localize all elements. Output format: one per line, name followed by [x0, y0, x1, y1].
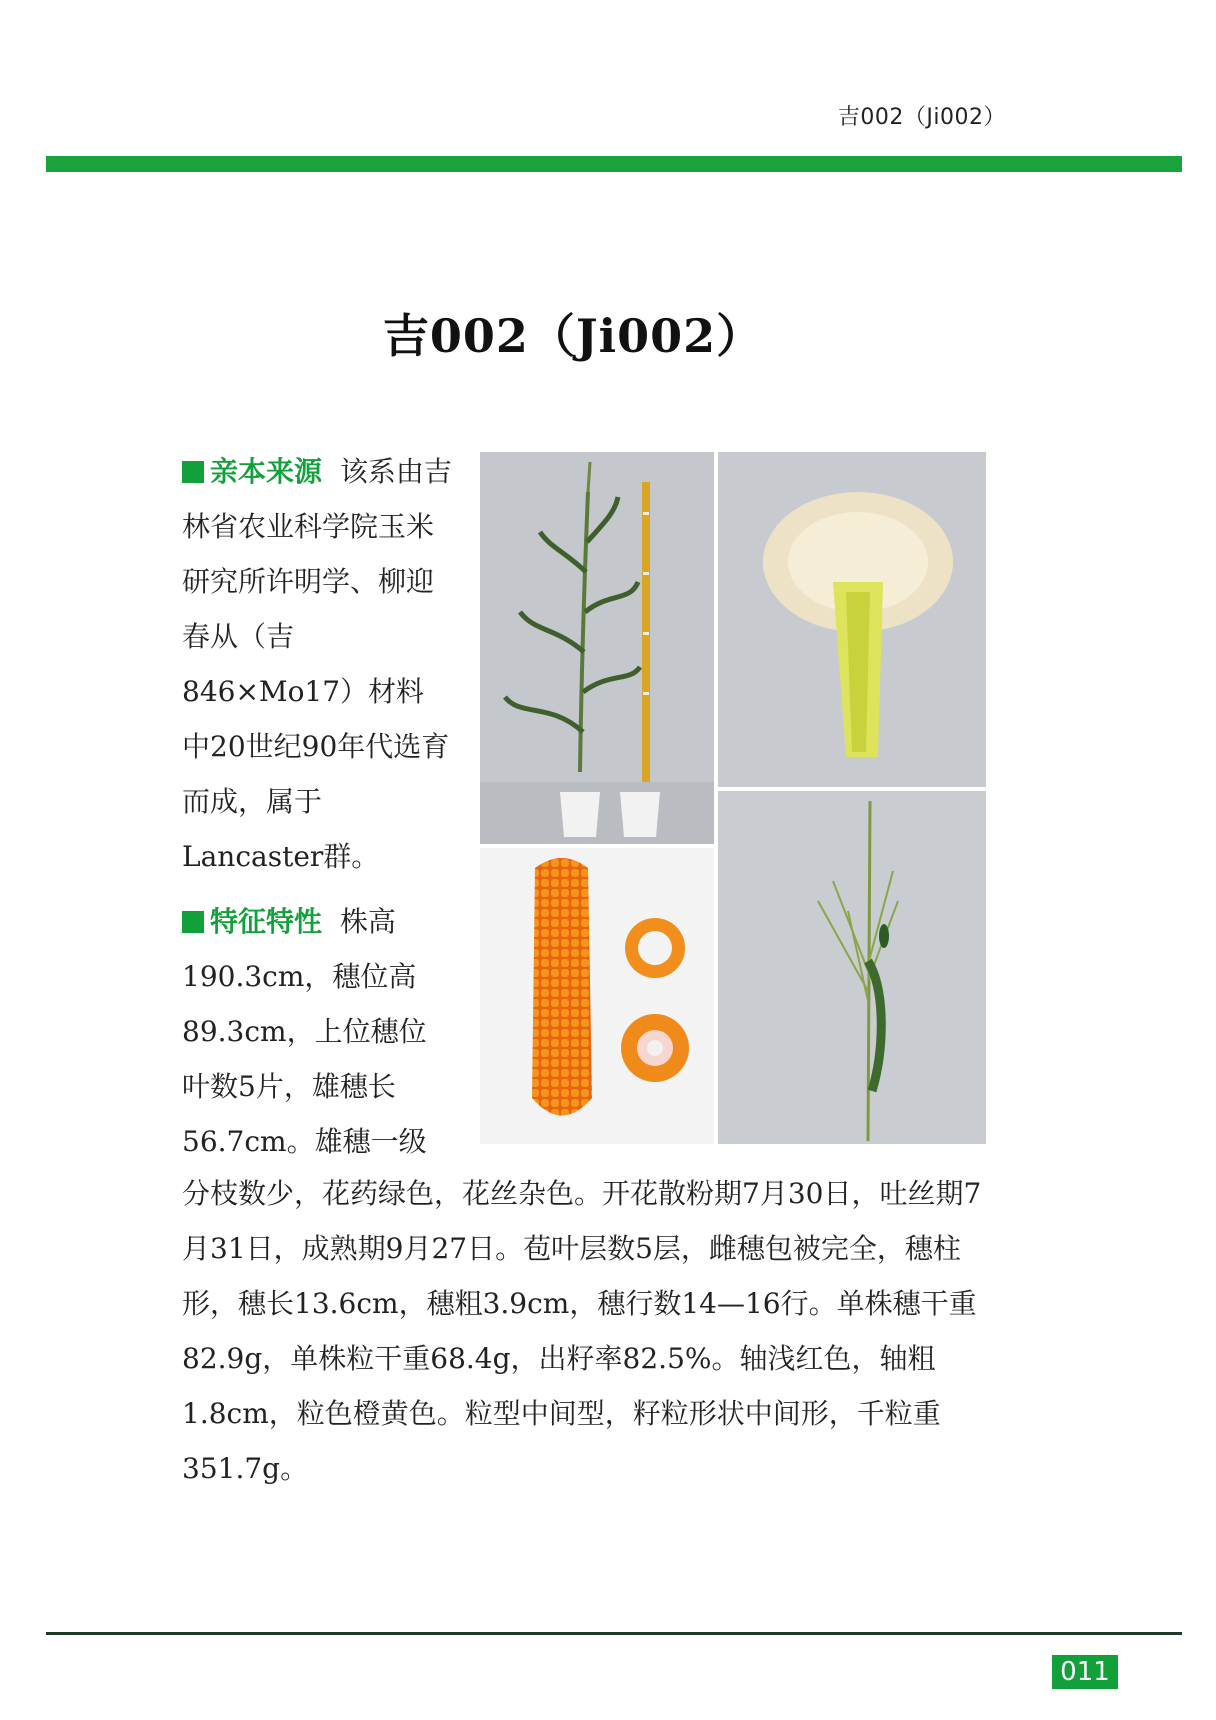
silk-photo	[718, 452, 986, 787]
page-title: 吉002（Ji002）	[382, 309, 764, 363]
ear-illustration	[480, 848, 714, 1144]
ear-and-kernel-photo	[480, 848, 714, 1144]
plant-photo	[480, 452, 714, 844]
section-heading-traits: 特征特性	[210, 905, 323, 938]
top-rule	[46, 156, 1182, 172]
bottom-rule	[46, 1632, 1182, 1635]
section-heading-source: 亲本来源	[210, 455, 323, 488]
photo-grid	[480, 452, 986, 1144]
parent-source-paragraph	[182, 444, 452, 884]
section-text-source: 该系由吉林省农业科学院玉米研究所许明学、柳迎春从（吉846×Mo17）材料中20世纪90年代选育而成，属于Lancaster群。	[182, 455, 452, 873]
section-marker-icon	[182, 461, 204, 483]
traits-paragraph-full: 分枝数少，花药绿色，花丝杂色。开花散粉期7月30日，吐丝期7月31日，成熟期9月27日。苞叶层数5层，雌穗包被完全，穗柱形，穗长13.6cm，穗粗3.9cm，穗行数14—16行。单株穗干重82.9g，单株粒干重68.4g，出籽率82.5%。轴浅红色，轴粗1.8cm，粒色橙黄色。粒型中间型，籽粒形状中间形，千粒重351.7g。	[182, 1177, 982, 1485]
traits-paragraph-side	[182, 894, 452, 1169]
plant-illustration	[480, 452, 714, 844]
page-number: 011	[1052, 1655, 1118, 1689]
tassel-illustration	[718, 791, 986, 1144]
silk-illustration	[718, 452, 986, 787]
running-head: 吉002（Ji002）	[837, 105, 1006, 130]
section-text-traits-side: 株高190.3cm，穗位高89.3cm，上位穗位叶数5片，雄穗长56.7cm。雄穗一级	[182, 905, 427, 1158]
section-marker-icon	[182, 911, 204, 933]
tassel-photo	[718, 791, 986, 1144]
